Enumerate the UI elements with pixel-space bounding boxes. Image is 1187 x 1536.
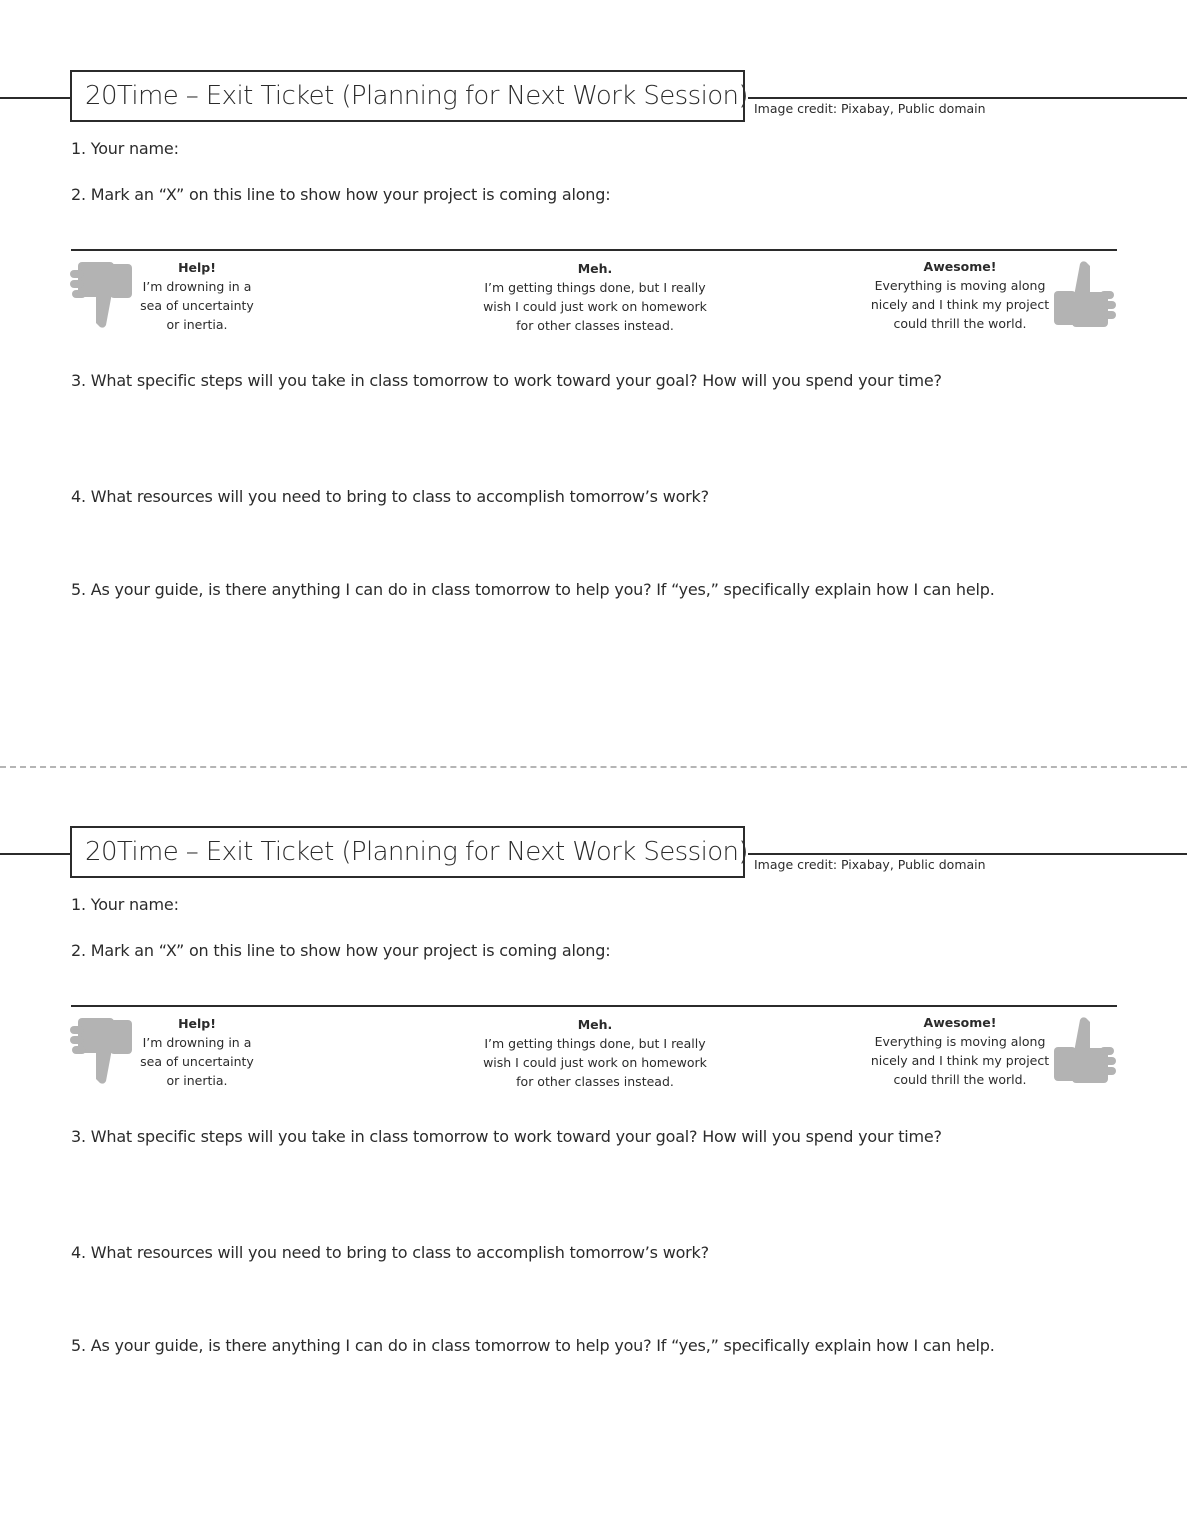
scale-heading-awesome: Awesome! [923, 1015, 997, 1030]
ticket-title: 20Time – Exit Ticket (Planning for Next Work Session) [70, 70, 745, 122]
question-resources: 4. What resources will you need to bring to class to accomplish tomorrow’s work? [71, 1243, 709, 1262]
scale-text-line: or inertia. [166, 317, 228, 332]
thumbs-up-icon [1054, 260, 1116, 328]
header-rule-right [748, 853, 1187, 855]
scale-text-line: I’m getting things done, but I really [484, 280, 706, 295]
question-progress: 2. Mark an “X” on this line to show how your project is coming along: [71, 941, 611, 960]
scale-text-line: nicely and I think my project [870, 1053, 1050, 1068]
question-help: 5. As your guide, is there anything I can do in class tomorrow to help you? If “yes,” specifically explain how I can help. [71, 1336, 995, 1355]
progress-scale-line[interactable] [71, 249, 1117, 251]
scale-text-line: for other classes instead. [516, 318, 674, 333]
thumbs-down-icon [70, 261, 132, 329]
thumbs-down-icon [70, 1017, 132, 1085]
scale-heading-meh: Meh. [577, 261, 613, 276]
scale-heading-meh: Meh. [577, 1017, 613, 1032]
question-name: 1. Your name: [71, 139, 179, 158]
scale-label-help [126, 1014, 268, 1090]
scale-text-line: sea of uncertainty [140, 298, 254, 313]
scale-label-awesome [860, 257, 1060, 333]
image-credit: Image credit: Pixabay, Public domain [754, 857, 986, 872]
scale-text-line: or inertia. [166, 1073, 228, 1088]
scale-text-line: I’m drowning in a [142, 279, 252, 294]
thumbs-up-icon [1054, 1016, 1116, 1084]
question-progress: 2. Mark an “X” on this line to show how your project is coming along: [71, 185, 611, 204]
scale-label-awesome [860, 1013, 1060, 1089]
progress-scale-line[interactable] [71, 1005, 1117, 1007]
question-help: 5. As your guide, is there anything I can do in class tomorrow to help you? If “yes,” specifically explain how I can help. [71, 580, 995, 599]
scale-text-line: I’m getting things done, but I really [484, 1036, 706, 1051]
ticket-title: 20Time – Exit Ticket (Planning for Next Work Session) [70, 826, 745, 878]
scale-text-line: wish I could just work on homework [483, 299, 707, 314]
scale-label-help [126, 258, 268, 334]
scale-text-line: could thrill the world. [893, 1072, 1027, 1087]
header-rule-right [748, 97, 1187, 99]
question-name: 1. Your name: [71, 895, 179, 914]
question-steps: 3. What specific steps will you take in class tomorrow to work toward your goal? How will you spend your time? [71, 1127, 942, 1146]
scale-heading-awesome: Awesome! [923, 259, 997, 274]
header-rule-left [0, 97, 72, 99]
scale-text-line: I’m drowning in a [142, 1035, 252, 1050]
question-resources: 4. What resources will you need to bring to class to accomplish tomorrow’s work? [71, 487, 709, 506]
scale-text-line: sea of uncertainty [140, 1054, 254, 1069]
scale-text-line: Everything is moving along [874, 278, 1046, 293]
header-rule-left [0, 853, 72, 855]
image-credit: Image credit: Pixabay, Public domain [754, 101, 986, 116]
exit-ticket-1 [0, 0, 1187, 740]
question-steps: 3. What specific steps will you take in class tomorrow to work toward your goal? How will you spend your time? [71, 371, 942, 390]
scale-text-line: could thrill the world. [893, 316, 1027, 331]
scale-heading-help: Help! [178, 260, 216, 275]
scale-label-meh [470, 1015, 720, 1091]
exit-ticket-2 [0, 756, 1187, 1496]
scale-heading-help: Help! [178, 1016, 216, 1031]
scale-text-line: wish I could just work on homework [483, 1055, 707, 1070]
scale-text-line: nicely and I think my project [870, 297, 1050, 312]
scale-label-meh [470, 259, 720, 335]
scale-text-line: for other classes instead. [516, 1074, 674, 1089]
scale-text-line: Everything is moving along [874, 1034, 1046, 1049]
